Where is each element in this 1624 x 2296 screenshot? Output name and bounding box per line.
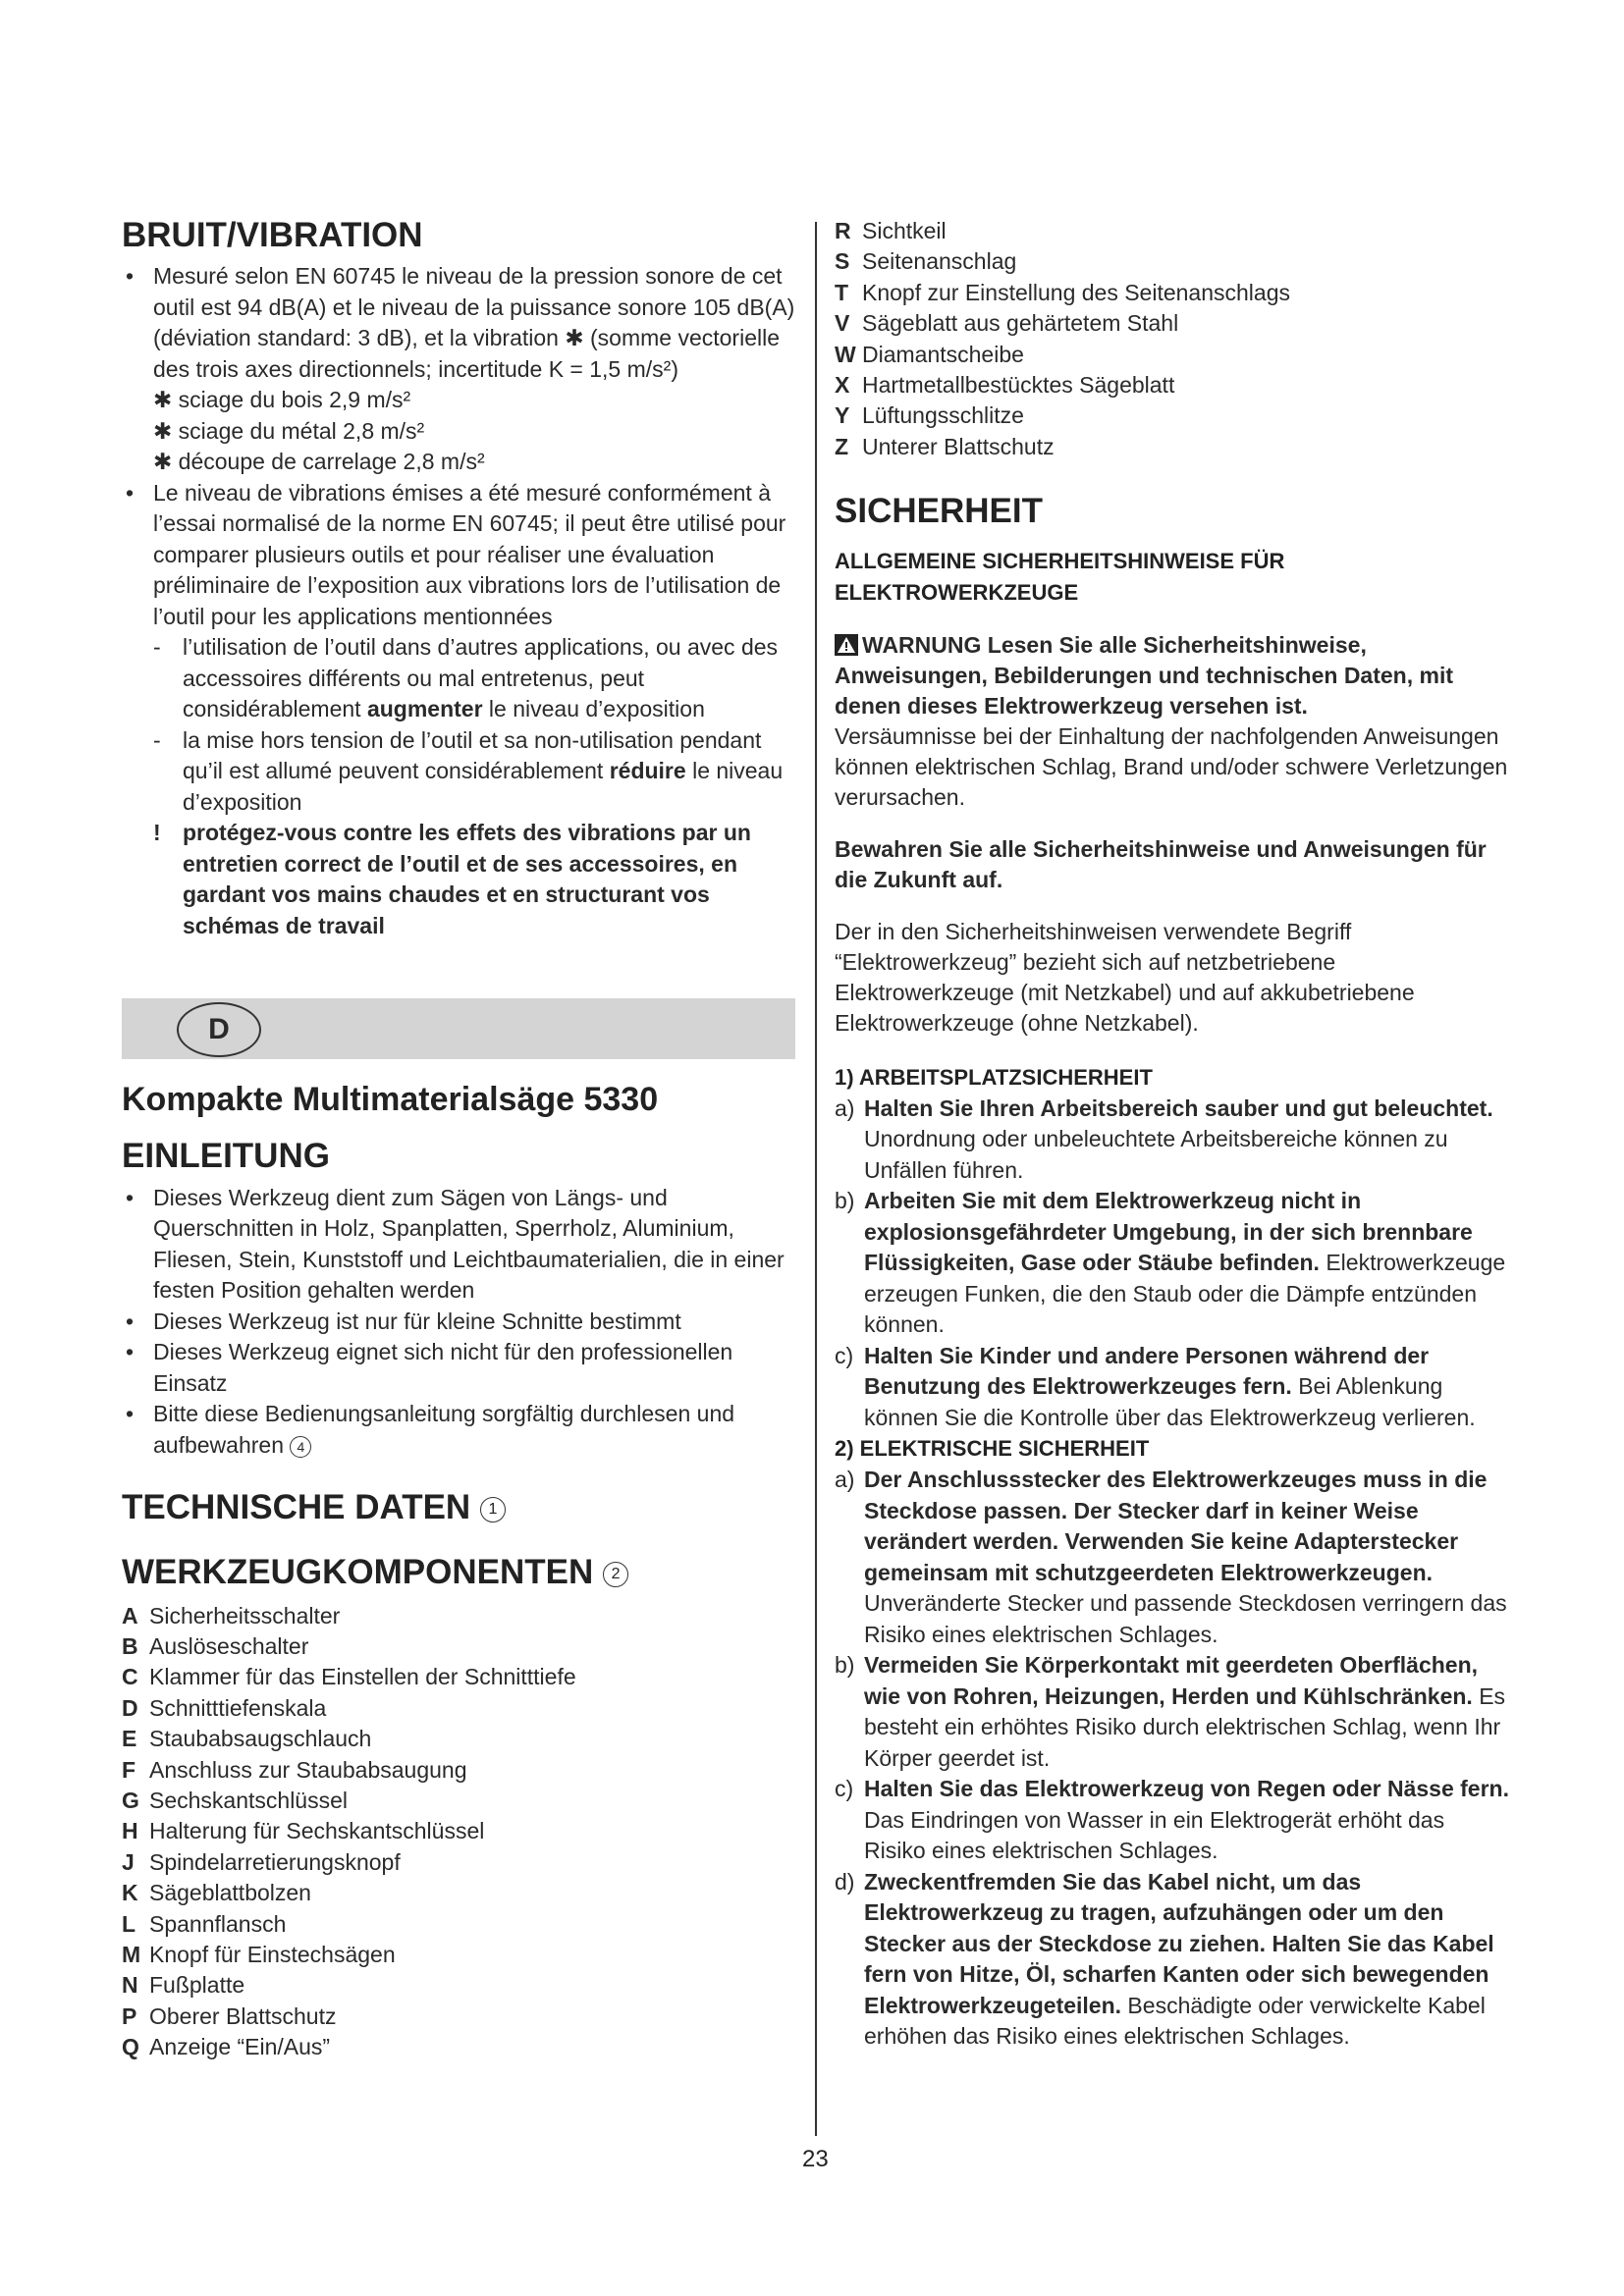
dash-bold: augmenter (366, 696, 483, 722)
bruit-text: Mesuré selon EN 60745 le niveau de la pression sonore de cet outil est 94 dB(A) et le niveau de la puissance sonore 105 dB(A) (déviation standard: 3 dB), et la vibration ✱ (somme vectorielle des trois axes directionnels; incertitude K = 1,5 m/s²) (153, 263, 795, 382)
list-item (122, 478, 795, 942)
list-item (122, 261, 795, 478)
star-line: ✱ découpe de carrelage 2,8 m/s² (153, 449, 485, 475)
component-label: Halterung für Sechskantschlüssel (149, 1818, 485, 1844)
component-item (122, 2002, 795, 2032)
component-item (122, 1909, 795, 1940)
component-key: B (122, 1633, 138, 1659)
component-item (835, 308, 1512, 339)
component-item (122, 1847, 795, 1878)
safety-item (835, 1465, 1512, 1650)
component-key: M (122, 1942, 141, 1968)
component-label: Sägeblatt aus gehärtetem Stahl (862, 310, 1179, 337)
component-key: A (122, 1602, 138, 1629)
star-line: ✱ sciage du bois 2,9 m/s² (153, 387, 411, 413)
section-title-sicherheit: SICHERHEIT (835, 492, 1043, 531)
keep-instructions: Bewahren Sie alle Sicherheitshinweise und Anweisungen für die Zukunft auf. (835, 835, 1487, 892)
component-key: L (122, 1910, 136, 1937)
warning-text: protégez-vous contre les effets des vibrations par un entretien correct de l’outil et de ses accessoires, en gardant vos mains chaudes et en structurant vos schémas de travail (183, 820, 751, 938)
dash-bold: réduire (609, 758, 686, 784)
component-key: G (122, 1788, 139, 1814)
technische-title-text: TECHNISCHE DATEN (122, 1488, 471, 1527)
component-item (122, 1970, 795, 2001)
safety-item (835, 1341, 1512, 1434)
section-title-einleitung: EINLEITUNG (122, 1137, 330, 1176)
elektrisch-list (835, 1465, 1512, 2053)
component-list-continued (835, 216, 1512, 462)
component-label: Oberer Blattschutz (149, 2002, 337, 2029)
component-label: Spannflansch (149, 1910, 287, 1937)
component-key: Y (835, 402, 850, 429)
dash-text: la mise hors tension de l’outil et sa non-utilisation pendant qu’il est allumé peuvent considérablement (183, 726, 762, 784)
item-text: Elektrowerkzeuge erzeugen Funken, die den Staub oder die Dämpfe entzünden können. (864, 1250, 1506, 1337)
item-bold-text: Zweckentfremden Sie das Kabel nicht, um das Elektrowerkzeug zu tragen, aufzuhängen oder um den Stecker aus der Steckdose zu ziehen. Halten Sie das Kabel fern von Hitze, Öl, scharfen Kanten oder sich bewegenden Elektrowerkzeugeteilen. (864, 1868, 1494, 2018)
component-label: Unterer Blattschutz (862, 433, 1055, 459)
item-marker: c) (835, 1342, 854, 1368)
component-key: X (835, 372, 850, 399)
page-number: 23 (802, 2146, 829, 2172)
item-marker: b) (835, 1188, 855, 1213)
star-line: ✱ sciage du métal 2,8 m/s² (153, 417, 425, 444)
list-item: • Dieses Werkzeug dient zum Sägen von Längs- und Querschnitten in Holz, Spanplatten, Sperrholz, Aluminium, Fliesen, Stein, Kunststoff und Leichtbaumaterialien, die in einer festen Position gehalten werden (122, 1183, 795, 1307)
item-marker: b) (835, 1652, 855, 1678)
item-marker: a) (835, 1467, 855, 1492)
language-badge: D (177, 1002, 261, 1057)
safety-subtitle: ALLGEMEINE SICHERHEITSHINWEISE FÜR ELEKTROWERKZEUGE (835, 548, 1285, 605)
list-text: Bitte diese Bedienungsanleitung sorgfältig durchlesen und aufbewahren (153, 1401, 735, 1458)
component-label: Sägeblattbolzen (149, 1880, 311, 1906)
safety-item (835, 1867, 1512, 2053)
component-item (122, 1786, 795, 1816)
component-key: Z (835, 433, 849, 459)
item-text: Das Eindringen von Wasser in ein Elektrogerät erhöht das Risiko eines elektrischen Schlages. (864, 1806, 1445, 1863)
component-key: V (835, 310, 850, 337)
component-item (835, 340, 1512, 370)
product-title: Kompakte Multimaterialsäge 5330 (122, 1081, 659, 1119)
right-column (835, 216, 1512, 2053)
exclamation-mark: ! (153, 820, 161, 846)
component-key: Q (122, 2034, 139, 2060)
component-key: C (122, 1664, 138, 1690)
figure-ref-1: 1 (480, 1497, 506, 1522)
component-label: Sicherheitsschalter (149, 1602, 341, 1629)
safety-item (835, 1774, 1512, 1867)
section-title-bruit: BRUIT/VIBRATION (122, 216, 423, 254)
list-item (122, 1399, 795, 1461)
item-bold-text: Arbeiten Sie mit dem Elektrowerkzeug nicht in explosionsgefährdeter Umgebung, in der sich brennbare Flüssigkeiten, Gase oder Stäube befinden. (864, 1188, 1473, 1275)
language-bar (122, 998, 795, 1059)
item-text: Es besteht ein erhöhtes Risiko durch elektrischen Schlag, wenn Ihr Körper geerdet ist. (864, 1682, 1506, 1771)
dash-text: le niveau d’exposition (183, 758, 784, 815)
bruit-list (122, 261, 795, 941)
component-item (122, 1724, 795, 1754)
dash-mark: - (153, 634, 161, 661)
component-label: Spindelarretierungsknopf (149, 1848, 401, 1875)
component-key: D (122, 1694, 138, 1721)
component-label: Auslöseschalter (149, 1633, 309, 1659)
figure-ref-2: 2 (603, 1562, 628, 1587)
column-divider (815, 222, 817, 2136)
section-title-technische (122, 1488, 795, 1527)
component-label: Fußplatte (149, 1972, 245, 1999)
component-item (835, 370, 1512, 400)
component-item (122, 1878, 795, 1908)
component-item (122, 1662, 795, 1692)
component-label: Knopf zur Einstellung des Seitenanschlags (862, 279, 1291, 305)
component-item (835, 246, 1512, 277)
component-label: Hartmetallbestücktes Sägeblatt (862, 372, 1175, 399)
item-text: Unordnung oder unbeleuchtete Arbeitsbereiche können zu Unfällen führen. (864, 1126, 1448, 1183)
subsection-elektrisch: 2) ELEKTRISCHE SICHERHEIT (835, 1436, 1150, 1461)
warning-heading: WARNUNG Lesen Sie alle Sicherheitshinweise, Anweisungen, Bebilderungen und technischen Daten, mit denen dieses Elektrowerkzeug versehen ist. (835, 631, 1454, 719)
component-item (835, 400, 1512, 431)
list-item: • Dieses Werkzeug ist nur für kleine Schnitte bestimmt (122, 1307, 795, 1338)
item-bold-text: Vermeiden Sie Körperkontakt mit geerdeten Oberflächen, wie von Rohren, Heizungen, Herden und Kühlschränken. (864, 1652, 1479, 1709)
dash-mark: - (153, 726, 161, 753)
dash-item (153, 725, 795, 819)
figure-ref-4: 4 (290, 1436, 311, 1458)
warning-block (835, 630, 1512, 813)
component-item (122, 1631, 795, 1662)
component-label: Staubabsaugschlauch (149, 1726, 372, 1752)
component-label: Anschluss zur Staubabsaugung (149, 1756, 467, 1783)
component-label: Klammer für das Einstellen der Schnitttiefe (149, 1664, 576, 1690)
component-key: S (835, 248, 850, 275)
item-marker: c) (835, 1776, 854, 1801)
warning-item (153, 818, 795, 941)
left-column (122, 216, 795, 2063)
item-text: Unveränderte Stecker und passende Steckdosen verringern das Risiko eines elektrischen Schlages. (864, 1590, 1507, 1647)
item-text: Bei Ablenkung können Sie die Kontrolle über das Elektrowerkzeug verlieren. (864, 1373, 1476, 1430)
component-key: N (122, 1972, 138, 1999)
component-item (122, 1601, 795, 1631)
item-bold-text: Halten Sie Kinder und andere Personen während der Benutzung des Elektrowerkzeuges fern. (864, 1342, 1430, 1399)
item-marker: d) (835, 1868, 855, 1895)
component-item (835, 278, 1512, 308)
component-item (122, 1940, 795, 1970)
component-key: E (122, 1726, 137, 1752)
einleitung-list (122, 1183, 795, 1462)
component-label: Knopf für Einstechsägen (149, 1942, 396, 1968)
safety-item (835, 1650, 1512, 1774)
component-list (122, 1601, 795, 2063)
dash-text: le niveau d’exposition (482, 696, 705, 722)
list-item: • Dieses Werkzeug eignet sich nicht für den professionellen Einsatz (122, 1337, 795, 1399)
component-key: F (122, 1756, 136, 1783)
arbeitsplatz-list (835, 1094, 1512, 1434)
component-item (835, 432, 1512, 462)
item-text: Beschädigte oder verwickelte Kabel erhöhen das Risiko eines elektrischen Schlages. (864, 1992, 1486, 2049)
component-label: Anzeige “Ein/Aus” (149, 2034, 331, 2060)
component-key: H (122, 1818, 138, 1844)
component-key: K (122, 1880, 138, 1906)
item-bold-text: Der Anschlussstecker des Elektrowerkzeuges muss in die Steckdose passen. Der Stecker darf in keiner Weise verändert werden. Verwenden Sie keine Adapterstecker gemeinsam mit schutzgeerdeten Elektrowerkzeugen. (864, 1467, 1488, 1585)
bruit-text: Le niveau de vibrations émises a été mesuré conformément à l’essai normalisé de la norme EN 60745; il peut être utilisé pour comparer plusieurs outils et pour réaliser une évaluation préliminaire de l’exposition aux vibrations lors de l’utilisation de l’outil pour les applications mentionnées (153, 479, 786, 629)
item-bold-text: Halten Sie Ihren Arbeitsbereich sauber und gut beleuchtet. (864, 1095, 1493, 1121)
component-key: P (122, 2002, 137, 2029)
component-label: Schnitttiefenskala (149, 1694, 327, 1721)
component-label: Sechskantschlüssel (149, 1788, 348, 1814)
component-label: Lüftungsschlitze (862, 402, 1024, 429)
item-bold-text: Halten Sie das Elektrowerkzeug von Regen oder Nässe fern. (864, 1776, 1509, 1801)
warning-text: Versäumnisse bei der Einhaltung der nachfolgenden Anweisungen können elektrischen Schlag, Brand und/oder schwere Verletzungen verursachen. (835, 722, 1508, 810)
subsection-arbeitsplatz: 1) ARBEITSPLATZSICHERHEIT (835, 1064, 1153, 1090)
component-label: Diamantscheibe (862, 341, 1024, 367)
component-item (122, 1693, 795, 1724)
component-item (122, 1816, 795, 1846)
safety-item (835, 1186, 1512, 1341)
component-label: Sichtkeil (862, 218, 947, 243)
dash-text: l’utilisation de l’outil dans d’autres applications, ou avec des accessoires différents ou mal entretenus, peut considérablement (183, 634, 779, 722)
component-key: J (122, 1848, 135, 1875)
warning-triangle-icon (835, 634, 858, 656)
component-key: R (835, 218, 851, 243)
component-key: W (835, 341, 856, 367)
component-item (122, 2032, 795, 2062)
item-marker: a) (835, 1095, 855, 1121)
safety-item (835, 1094, 1512, 1187)
begriff-paragraph: Der in den Sicherheitshinweisen verwendete Begriff “Elektrowerkzeug” bezieht sich auf netzbetriebene Elektrowerkzeuge (mit Netzkabel) und auf akkubetriebene Elektrowerkzeuge (ohne Netzkabel). (835, 918, 1415, 1036)
section-title-komponenten (122, 1553, 795, 1592)
component-item (835, 216, 1512, 246)
component-item (122, 1755, 795, 1786)
component-key: T (835, 279, 849, 305)
component-label: Seitenanschlag (862, 248, 1017, 275)
dash-item (153, 632, 795, 725)
komponenten-title-text: WERKZEUGKOMPONENTEN (122, 1553, 594, 1592)
